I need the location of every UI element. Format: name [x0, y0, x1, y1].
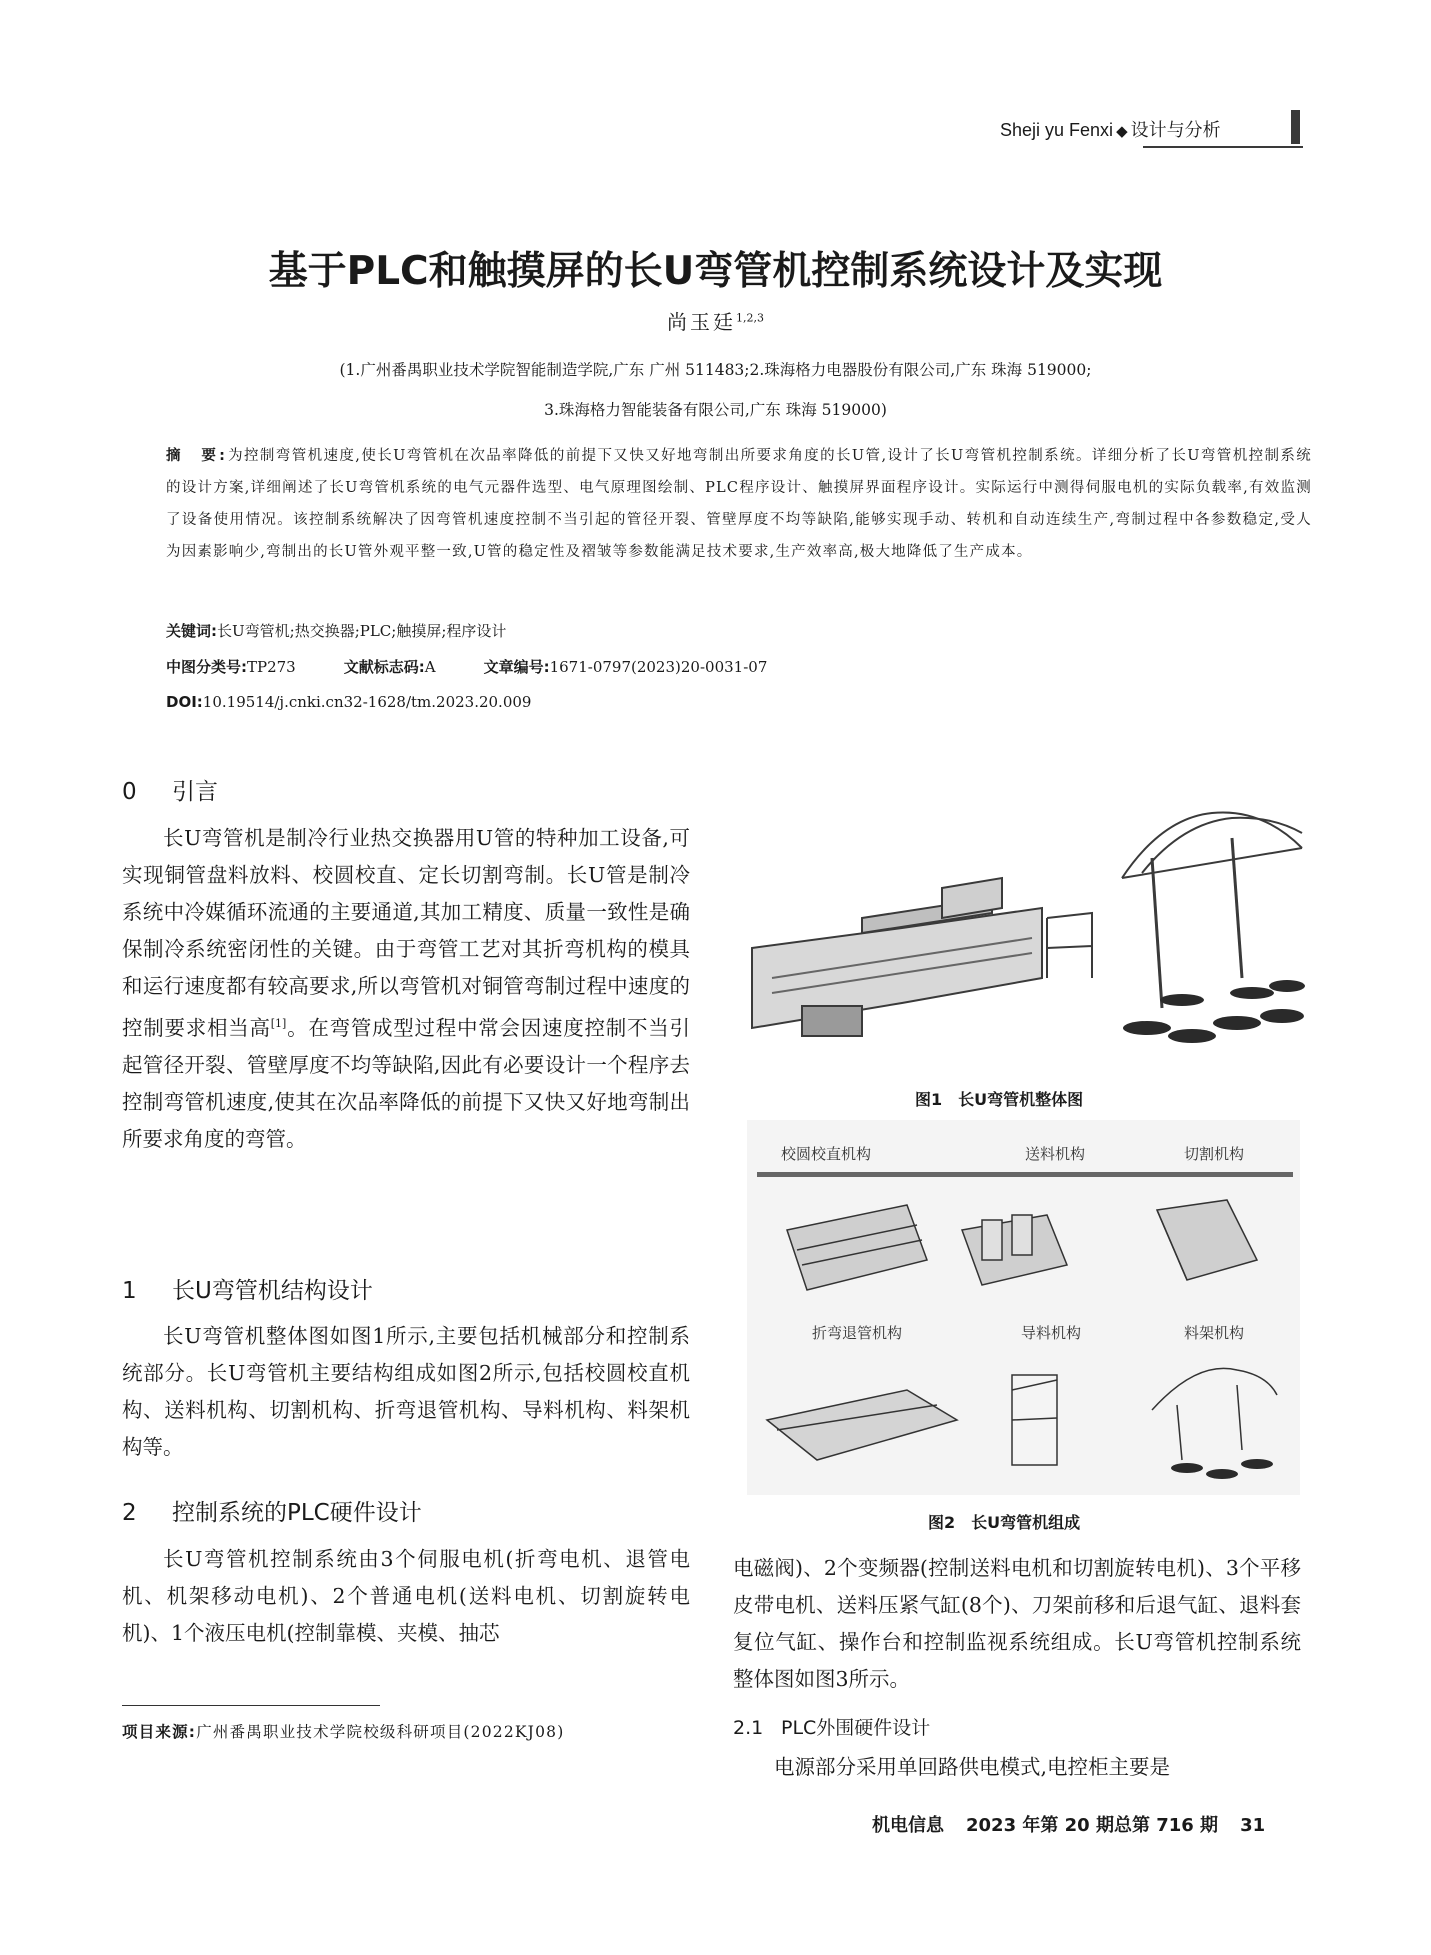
figure-2-caption-text: 长U弯管机组成: [971, 1513, 1081, 1532]
article-no-label: 文章编号:: [483, 658, 550, 676]
section-1-number: 1: [122, 1278, 137, 1304]
doi-value: 10.19514/j.cnki.cn32-1628/tm.2023.20.009: [202, 693, 532, 711]
citation-ref: [1]: [270, 1017, 287, 1030]
journal-name: 机电信息: [872, 1815, 944, 1836]
header-bar: [1291, 110, 1300, 144]
footnote-text: 广州番禺职业技术学院校级科研项目(2022KJ08): [196, 1723, 565, 1741]
diamond-icon: ◆: [1116, 123, 1128, 140]
abstract-text: 为控制弯管机速度,使长U弯管机在次品率降低的前提下又快又好地弯制出所要求角度的长U管,设计了长U弯管机控制系统。详细分析了长U弯管机控制系统的设计方案,详细阐述了长U弯管机系统的电气元器件选型、电气原理图绘制、PLC程序设计、触摸屏界面程序设计。实际运行中测得伺服电机的实际负载率,有效监测了设备使用情况。该控制系统解决了因弯管机速度控制不当引起的管径开裂、管壁厚度不均等缺陷,能够实现手动、转机和自动连续生产,弯制过程中各参数稳定,受人为因素影响少,弯制出的长U管外观平整一致,U管的稳定性及褶皱等参数能满足技术要求,生产效率高,极大地降低了生产成本。: [166, 448, 1312, 560]
doc-code-label: 文献标志码:: [343, 658, 425, 676]
section-0-heading: [122, 773, 218, 806]
figure-2-label-feeding: 送料机构: [1025, 1145, 1086, 1163]
affiliation-line-2: 3.珠海格力智能装备有限公司,广东 珠海 519000): [544, 401, 887, 419]
clc-label: 中图分类号:: [166, 658, 247, 676]
figure-1-caption: [915, 1087, 1083, 1110]
footnote-label: 项目来源:: [122, 1723, 197, 1741]
section-0-body: [122, 820, 690, 1158]
abstract-label: 摘 要:: [166, 448, 228, 464]
figure-1-number: 图1: [915, 1090, 943, 1109]
figure-2-bottom-images: [757, 1350, 1293, 1490]
running-head-pinyin: Sheji yu Fenxi: [1000, 120, 1114, 140]
section-0-title: 引言: [172, 779, 218, 805]
figure-2-caption: [928, 1510, 1080, 1533]
figure-1-image: [742, 778, 1306, 1078]
author-affiliation-marks: 1,2,3: [736, 311, 764, 325]
section-2-paragraph-cont: 电磁阀)、2个变频器(控制送料电机和切割旋转电机)、3个平移皮带电机、送料压紧气缸(8个)、刀架前移和后退气缸、退料套复位气缸、操作台和控制监视系统组成。长U弯管机控制系统整体图如图3所示。: [733, 1556, 1301, 1691]
abstract: [166, 440, 1312, 568]
running-head: [1000, 116, 1221, 142]
author: [0, 306, 1431, 335]
section-2-body: [122, 1541, 690, 1652]
figure-1-caption-text: 长U弯管机整体图: [958, 1090, 1084, 1109]
figure-2-divider: [757, 1172, 1293, 1177]
clc-value: TP273: [247, 658, 296, 676]
section-2-heading: [122, 1494, 422, 1527]
section-2-1-heading: [733, 1713, 930, 1740]
keywords: [166, 620, 506, 641]
section-2-number: 2: [122, 1500, 137, 1526]
section-1-heading: [122, 1272, 373, 1305]
figure-2-top-images: [757, 1190, 1293, 1318]
section-2-title: 控制系统的PLC硬件设计: [172, 1500, 422, 1526]
affiliation-line-1: (1.广州番禺职业技术学院智能制造学院,广东 广州 511483;2.珠海格力电器股份有限公司,广东 珠海 519000;: [339, 361, 1092, 379]
section-2-1-title: PLC外围硬件设计: [781, 1717, 931, 1739]
figure-2-label-guide: 导料机构: [1021, 1324, 1082, 1342]
page-footer: [872, 1811, 1265, 1837]
figure-2-label-cutting: 切割机构: [1184, 1145, 1245, 1163]
page-number: 31: [1240, 1815, 1266, 1836]
figure-2-label-straightening: 校圆校直机构: [781, 1145, 872, 1163]
author-name: 尚玉廷: [667, 310, 736, 334]
section-2-continuation: [733, 1550, 1301, 1698]
footnote-rule: [122, 1705, 380, 1706]
keywords-text: 长U弯管机;热交换器;PLC;触摸屏;程序设计: [217, 622, 507, 640]
section-2-paragraph: 长U弯管机控制系统由3个伺服电机(折弯电机、退管电机、机架移动电机)、2个普通电机(送料电机、切割旋转电机)、1个液压电机(控制靠模、夹模、抽芯: [122, 1547, 690, 1645]
doc-code-value: A: [424, 658, 436, 676]
doi-label: DOI:: [166, 693, 203, 711]
figure-2-label-bending: 折弯退管机构: [812, 1324, 903, 1342]
classification-line: [166, 656, 767, 677]
section-2-1-number: 2.1: [733, 1717, 764, 1739]
section-0-number: 0: [122, 779, 137, 805]
section-2-1-body: [733, 1749, 1301, 1786]
section-0-paragraph: 长U弯管机是制冷行业热交换器用U管的特种加工设备,可实现铜管盘料放料、校圆校直、定长切割弯制。长U管是制冷系统中冷媒循环流通的主要通道,其加工精度、质量一致性是确保制冷系统密闭性的关键。由于弯管工艺对其折弯机构的模具和运行速度都有较高要求,所以弯管机对铜管弯制过程中速度的控制要求相当高[1]。在弯管成型过程中常会因速度控制不当引起管径开裂、管壁厚度不均等缺陷,因此有必要设计一个程序去控制弯管机速度,使其在次品率降低的前提下又快又好地弯制出所要求角度的弯管。: [122, 826, 691, 1151]
article-no-value: 1671-0797(2023)20-0031-07: [549, 658, 768, 676]
section-2-1-paragraph: 电源部分采用单回路供电模式,电控柜主要是: [774, 1755, 1171, 1779]
keywords-label: 关键词:: [166, 622, 217, 640]
doi-line: [166, 693, 531, 711]
header-rule: [1143, 146, 1303, 148]
footnote: [122, 1716, 682, 1749]
figure-2-number: 图2: [928, 1513, 956, 1532]
figure-2-label-rack: 料架机构: [1184, 1324, 1245, 1342]
section-1-body: [122, 1318, 690, 1466]
section-1-paragraph: 长U弯管机整体图如图1所示,主要包括机械部分和控制系统部分。长U弯管机主要结构组成如图2所示,包括校圆校直机构、送料机构、切割机构、折弯退管机构、导料机构、料架机构等。: [122, 1324, 690, 1459]
paper-title: 基于PLC和触摸屏的长U弯管机控制系统设计及实现: [268, 249, 1163, 294]
running-head-section: 设计与分析: [1130, 120, 1221, 141]
section-1-title: 长U弯管机结构设计: [172, 1278, 373, 1304]
issue-info: 2023 年第 20 期总第 716 期: [966, 1815, 1219, 1836]
